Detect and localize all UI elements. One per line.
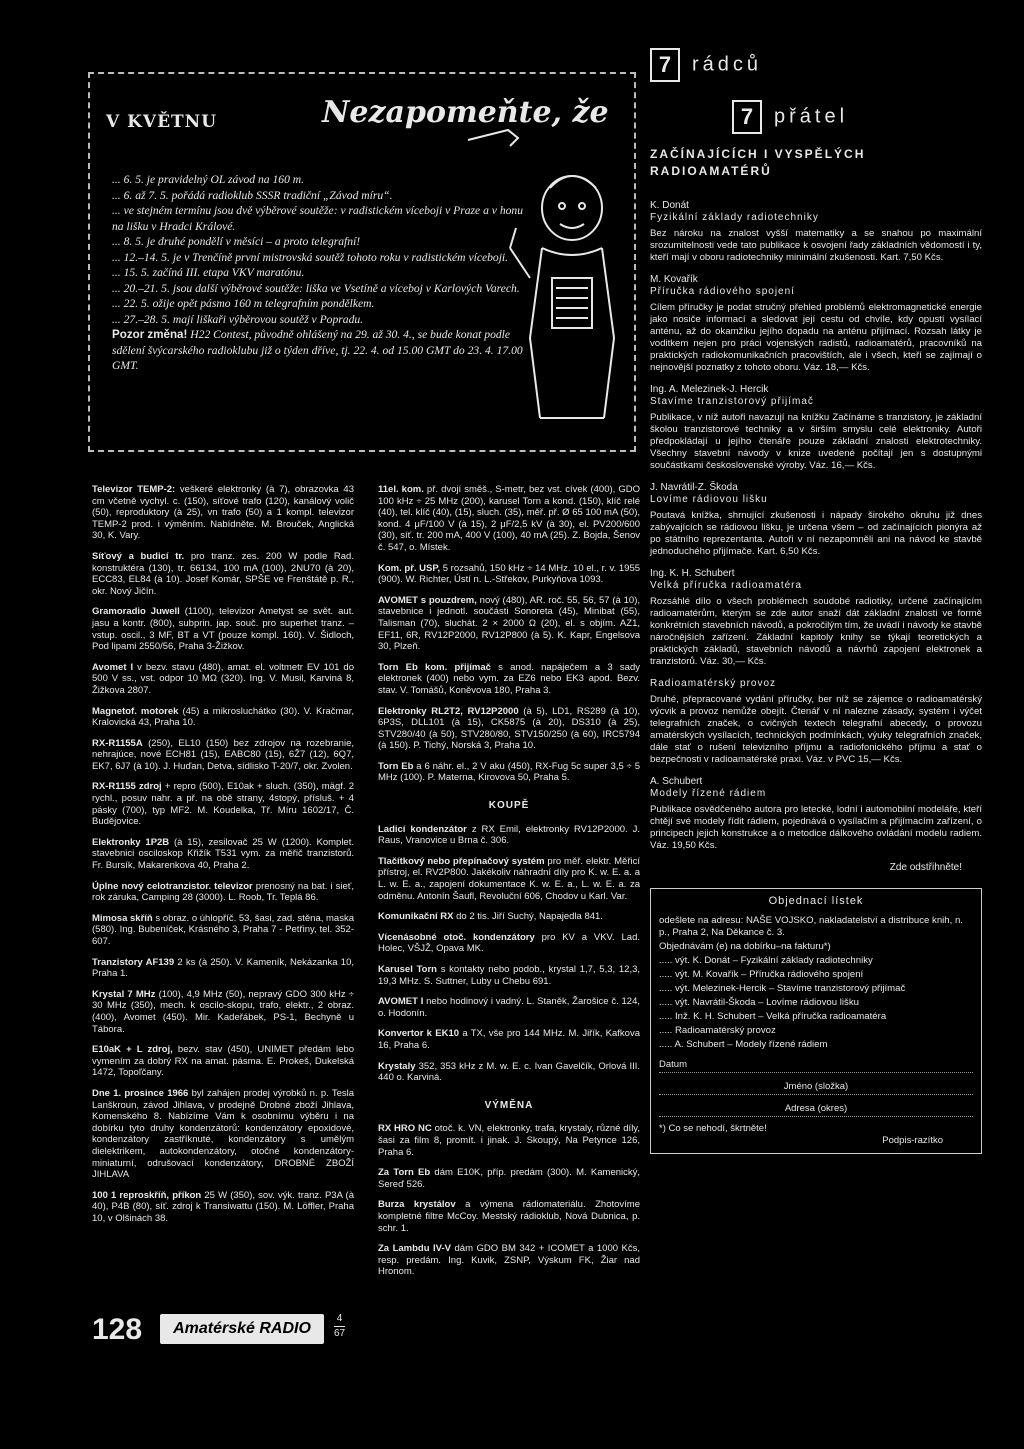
signature-field[interactable]: Podpis-razítko: [882, 1135, 943, 1146]
classified-ad: [378, 706, 640, 752]
book-price: Váz. v PVC 15,— Kčs.: [806, 754, 903, 765]
book-description: Poutavá knížka, shrnující zkušenosti i nápady širokého okruhu již dnes zabývajících se rádiovou lišku, je určena všem – od začínajících pionýra až po státního reprezentanta. Autoři v ní nezapomněli ani na návod ke stavbě jednoduchého přijímače. Kart. 6,50 Kčs.: [650, 510, 982, 557]
ad-headline: Elektronky RL2T2, RV12P2000: [378, 705, 519, 717]
classified-ad: [378, 595, 640, 653]
ad-headline: RX-R1155 zdroj: [92, 781, 162, 793]
book-title: Velká příručka radioamatéra: [650, 580, 803, 591]
order-address: odešlete na adresu: NAŠE VOJSKO, nakladatelství a distribuce knih, n. p., Praha 2, Na Děkance č. 3.: [659, 915, 963, 938]
ad-text: dám GDO BM 342 + ICOMET a 1000 Kčs, resp. predám. Ing. Kuvik, ZSNP, Výskum FK, Žiar nad Hronom.: [378, 1243, 640, 1278]
classified-ad: [378, 932, 640, 955]
classified-ad: [378, 1243, 640, 1278]
order-row[interactable]: ..... výt. K. Donát – Fyzikální základy radiotechniky: [659, 955, 873, 966]
classified-ad: [92, 606, 354, 652]
kveten-item: ... 27.–28. 5. mají liškaři výběrovou soutěž v Popradu.: [112, 312, 532, 328]
kveten-item: ... 20.–21. 5. jsou další výběrové soutěže: liška ve Vsetíně a víceboj v Karlových Varech.: [112, 281, 532, 297]
ad-text: bezv. stav (450), UNIMET předám lebo vymením za dobrý RX na amat. pásma. E. Prokeš, Dukelská 1472, Topoľčany.: [92, 1044, 354, 1079]
ad-headline: Za Torn Eb: [378, 1167, 431, 1179]
ad-headline: Burza krystálov: [378, 1199, 456, 1211]
ad-headline: Magnetof. motorek: [92, 705, 179, 717]
ad-headline: RX-R1155A: [92, 737, 143, 749]
classified-ad: [378, 996, 640, 1019]
ad-text: a výmena rádiomateriálu. Zhotovíme kompletné filtre McCoy. Mestský rádioklub, Nová Dubnica, p. schr. 1.: [378, 1199, 640, 1234]
ad-headline: Dne 1. prosince 1966: [92, 1087, 189, 1099]
ad-text: v bezv. stavu (480), amat. el. voltmetr EV 101 do 500 V ss., vst. odpor 10 MΩ (320). Ing. V. Musil, Karviná 8, Žižkova 2807.: [92, 661, 354, 696]
header-num-box: 7: [650, 48, 680, 82]
magazine-logo: Amatérské RADIO: [160, 1314, 324, 1344]
ad-text: a TX, vše pro 144 MHz. M. Jiřík, Kafkova 16, Praha 6.: [378, 1028, 640, 1051]
ad-text: př. dvojí směš., S-metr, bez vst. cívek (400), GDO 100 kHz ÷ 25 MHz (200), karusel Torn a kond. (150), klíč relé (40), tel. klíč (40), (15), sluch. (35), měř. př. Ø 65 100 mA (50), kond. 4 μF/100 V (à 15), 2 μF/2,5 kV (à 30), el. PV200/600 (30), síť. tr. 200 mA, 400 V (100), 40 mA (25). Z. Bojda, Šenov č. 547, o. Místek.: [378, 484, 640, 553]
book-author: J. Navrátil-Z. Škoda: [650, 482, 738, 493]
book-item: [650, 274, 982, 374]
kveten-item: ... 12.–14. 5. je v Trenčíně první mistrovská soutěž tohoto roku v radistickém víceboji.: [112, 250, 532, 266]
order-form[interactable]: [650, 888, 982, 1154]
pozor-text: H22 Contest, původně ohlášený na 29. až 30. 4., se bude konat podle sdělení švýcarského radioklubu již o týden dříve, tj. 22. 4. od 15.00 GMT do 23. 4. 17.00 GMT.: [112, 328, 523, 372]
book-item: [650, 482, 982, 558]
ad-text: (45) a mikrosluchátko (30). V. Kračmar, Kralovická 43, Praha 10.: [92, 705, 354, 729]
ad-text: s obraz. o úhlopříč. 53, šasi, zad. stěna, maska (580). Ing. Bubeníček, Krásného 3, Praha 7 - Petřiny, tel. 352-607.: [92, 912, 355, 947]
kveten-list: [112, 172, 532, 374]
ad-text: s kontakty nebo podob., krystal 1,7, 5,3, 12,3, 19,3 MHz. S. Suttner, Luby u Chebu 691.: [378, 964, 641, 987]
ad-headline: Ladicí kondenzátor: [378, 823, 467, 835]
ad-text: s anod. napáječem a 3 sady elektronek (400) nebo vym. za EZ6 nebo EK3 apod. Bezv. stav. V. Tomášů, Koněvova 180, Praha 3.: [378, 661, 640, 696]
ad-text: do 2 tis. Jiří Suchý, Napajedla 841.: [453, 911, 603, 923]
book-price: Kart. 6,50 Kčs.: [757, 546, 821, 557]
classified-ad: [378, 484, 640, 554]
book-title: Radioamatérský provoz: [650, 678, 777, 689]
order-form-title: Objednací lístek: [768, 895, 864, 907]
ad-text: nový (480), AR. roč. 55, 56, 57 (à 10), stavebnice i jednotl. součásti Sonoreta (45), Minibat (55), Talisman (70), sluchát. 2 × 2000 Ω (20), el. s objím. AZ1, EF11, 6R, RV12P2000, RV12P800 (à 5). K. Kapr, Engelsova 30, Plzeň.: [378, 594, 640, 653]
ad-headline: RX HRO NC: [378, 1123, 432, 1135]
book-description: Cílem příručky je podat stručný přehled problémů elektromagnetické energie jako nosiče informací a sledovat její cestu od chvíle, kdy opustí vysílací anténu, až do okamžiku jejího dopadu na anténu přijímací. Rozsah látky je voditkem nejen pro práci vojenských radistů, radioamatérů, pracovníků na praktických radiokomunikačních pracovištích, ale i všech, kteří se zajímají o nejnovější poznatky z tohoto oboru. Váz. 18,— Kčs.: [650, 302, 982, 373]
book-author: K. Donát: [650, 200, 689, 211]
classified-ad: [378, 1061, 640, 1084]
ad-text: z RX Emil, elektronky RV12P2000. J. Raus, Vranovice u Brna č. 306.: [378, 823, 640, 847]
header-word-radcu: rádců: [692, 53, 763, 76]
book-title: Fyzikální základy radiotechniky: [650, 212, 819, 223]
classified-ad: [378, 856, 640, 902]
kveten-heading: V KVĚTNU: [106, 112, 218, 132]
header-word-pratel: přátel: [774, 105, 849, 128]
classified-ad: [92, 484, 354, 542]
kveten-item: ... 8. 5. je druhé pondělí v měsíci – a proto telegrafní!: [112, 234, 532, 250]
order-row[interactable]: ..... Radioamatérský provoz: [659, 1025, 776, 1036]
ad-headline: Tlačítkový nebo přepínačový systém: [378, 855, 545, 867]
ad-text: (250), EL10 (150) bez zdrojov na rozebranie, nehrajúce, nové ECH81 (15), EABC80 (15), 6Ž7 (12), 6Q7, EK7, 6J7 (à 10). J. Huďan, Detva, sídlisko T-20/7, okr. Zvolen.: [92, 737, 354, 772]
kveten-item: ... 15. 5. začíná III. etapa VKV maratónu.: [112, 265, 532, 281]
ad-text: prenosný na bat. i sieť, rok záruka, Camping 28 (3000). L. Roob, Tr. Teplá 86.: [92, 880, 354, 904]
header-num-box: 7: [732, 100, 762, 134]
book-description: Publikace osvědčeného autora pro letecké, lodní i automobilní modeláře, kteří chtějí své modely řídit rádiem, pojednává o vysílačím a přijímacím zařízení, o principech jejich konstrukce a o metodice dálkového ovládání modelu radiem. Váz. 19,50 Kčs.: [650, 804, 982, 851]
header-row-pratel: [732, 100, 848, 134]
classified-ad: [378, 1028, 640, 1051]
nezapomente-logo: [318, 88, 609, 154]
classified-ad: [92, 989, 354, 1035]
ad-headline: Kom. př. USP,: [378, 562, 441, 574]
book-title: Stavíme tranzistorový přijímač: [650, 396, 814, 407]
ad-text: a 6 náhr. el., 2 V aku (450), RX-Fug 5c super 3,5 ÷ 5 MHz (100). P. Materna, Kirovova 50, Praha 5.: [378, 760, 640, 784]
classified-ad: [92, 662, 354, 697]
ad-text: (à 5), LD1, RS289 (à 10), 6P3S, DLL101 (à 15), CK5875 (à 20), DS310 (à 25), STV280/40 (à 50), STV280/80, STV150/250 (à 60), IRC5794 (à 150). P. Tichý, Norská 3, Praha 10.: [378, 705, 640, 752]
classified-ad: [92, 781, 354, 827]
ad-text: (à 15), zesilovač 25 W (1200). Komplet. stavebnici osciloskop Křižík T531 vym. za měřič tranzistorů. Fr. Bursík, Makarenkova 40, Praha 2.: [92, 836, 354, 872]
book-title: Lovíme rádiovou lišku: [650, 494, 768, 505]
ad-headline: Za Lambdu IV-V: [378, 1243, 451, 1255]
classified-ad: [378, 1199, 640, 1234]
address-field[interactable]: Adresa (okres): [659, 1103, 973, 1117]
book-item: [650, 678, 982, 766]
ad-headline: Televizor TEMP-2:: [92, 484, 176, 495]
ad-headline: AVOMET I: [378, 996, 424, 1008]
book-list: [650, 200, 982, 1154]
ads-column-left: [92, 484, 354, 1233]
ad-text: 352, 353 kHz z M. w. E. c. Ivan Gavelčík, Orlová III. 440 o. Karviná.: [378, 1060, 640, 1084]
book-description: Rozsáhlé dílo o všech problémech soudobé radiotiky, určené začínajícím radioamatérům, kterým se zde autor snaží dát základní znalosti ve formě konkrétních stavebních návodů, a pokročilým tím, že uvádí i návody ke stavbě náročnějších zařízení. Základní kapitoly knihy se týkají teoretických a praktických základů, stavebních návodů a návrhů zapojení elektronek a tranzistorů. Váz. 30,— Kčs.: [650, 596, 982, 667]
book-item: [650, 776, 982, 852]
ad-text: 25 W (350), sov. výk. tranz. P3A (à 40), P4B (80), síť. zdroj k Transiwattu (150). M. Löffler, Praha 10, v Olšinách 38.: [92, 1189, 354, 1224]
classified-ad: [378, 824, 640, 847]
book-description: Druhé, přepracované vydání příručky, ber níž se zájemce o radioamatérský výcvik a provoz nemůže obejít. Čtenář v ní nalezne zásady, systém i výčet telegrafních značek, o cvičných textech telegrafní abecedy, o provozu amatérských vysílacích, technických podmínkách, výuky telegrafních značek, dále stať o rušení televizního příjmu a radiofonického příjmu a stať o bezpečnosti v radioamatérské praxi. Váz. v PVC 15,— Kčs.: [650, 694, 982, 765]
classified-ad: [92, 913, 354, 948]
ad-headline: Krystaly: [378, 1060, 416, 1072]
ad-text: pro tranz. zes. 200 W podle Rad. konstruktéra (130), tr. 66134, 100 mA (100), 2NU70 (à 20), ECC83, EL84 (à 10). Josef Komár, SPŠE ve Frenštátě p. R., okr. Nový Jičín.: [92, 550, 354, 597]
ad-headline: Krystal 7 MHz: [92, 988, 156, 1000]
date-field[interactable]: Datum: [659, 1059, 973, 1073]
classified-ad: [92, 1088, 354, 1181]
classified-ad: [378, 1123, 640, 1158]
ad-headline: E10aK + L zdroj,: [92, 1044, 173, 1056]
section-vymena-title: VÝMĚNA: [484, 1099, 534, 1111]
book-price: Váz. 19,50 Kčs.: [650, 840, 718, 851]
classified-ad: [92, 551, 354, 597]
ad-text: otoč. k. VN, elektronky, trafa, krystaly, různé díly, šasi za film 8, promít. i jinak. J. Skoupý, Na Petynce 126, Praha 6.: [378, 1123, 640, 1158]
classified-ad: [92, 706, 354, 729]
classified-ad: [378, 662, 640, 697]
page-number: 128: [92, 1313, 143, 1346]
right-header: [650, 48, 980, 198]
kveten-item: ... ve stejném termínu jsou dvě výběrové soutěže: v radistickém víceboji v Praze a v honu na lišku v Hradci Králové.: [112, 203, 532, 234]
logo-text: Nezapomeňte, že: [322, 95, 609, 130]
kveten-item: ... 6. až 7. 5. pořádá radioklub SSSR tradiční „Závod míru“.: [112, 188, 532, 204]
order-fields: [659, 1059, 973, 1117]
ad-text: dám E10K, příp. predám (300). M. Kamenický, Sereď 526.: [378, 1167, 641, 1190]
ad-text: 5 rozsahů, 150 kHz ÷ 14 MHz. 10 el., r. v. 1955 (900). W. Richter, Ústí n. L.-Střekov, Purkyňova 1093.: [378, 562, 641, 586]
section-koupe-title: KOUPĚ: [488, 800, 530, 812]
ad-text: nebo hodinový i vadný. L. Staněk, Žarošice č. 124, o. Hodonín.: [378, 996, 641, 1019]
ad-text: byl zahájen prodej výrobků n. p. Tesla Lanškroun, závod Jihlava, v prodejně Drobné zboží Jihlava, Komenského 8. Nabízíme Vám k osobnímu výběru i na dobírku tyto druhy kondenzátorů: kondenzátory epoxidové, kondenzátory zastříknuté, kondenzátory s umělým dielektrikem, autokondenzátory, otočné kondenzátory-miniaturní, odrušovací kondenzátory, DROBNÉ ZBOŽÍ JIHLAVA: [92, 1087, 354, 1181]
book-description: Bez nároku na znalost vyšší matematiky a se snahou po maximální srozumitelnosti vede tato publikace k osvojení řady základních vědomostí i ty, kteří mají v oboru radiotechniky minimální zkušenosti. Kart. 7,50 Kčs.: [650, 228, 982, 263]
radio-operator-illustration: [500, 168, 635, 438]
ad-headline: Síťový a budicí tr.: [92, 550, 185, 562]
order-instruction: Objednávám (e) na dobírku–na fakturu*): [659, 941, 831, 952]
issue-bottom: 67: [334, 1328, 346, 1339]
order-row[interactable]: ..... Inž. K. H. Schubert – Velká příručka radioamatéra: [659, 1011, 887, 1022]
ad-text: (100), 4,9 MHz (50), nepravý GDO 300 kHz ÷ 30 MHz (350), mech. k oscilo-skopu, trafo, elektr., 2 obraz. (400), Avomet (450). Mir. Kadeřábek, PS-1, Bechyně u Tábora.: [92, 988, 354, 1035]
ad-headline: Komunikační RX: [378, 911, 454, 923]
classified-ad: [378, 563, 640, 586]
ad-headline: Torn Eb: [378, 760, 414, 772]
ad-text: pro měř. elektr. Měřicí přístroj, el. RV2P800. Jakékoliv náhradní díly pro K. w. E. a. a L. w. E. a., zapojení dokumentace K. w. E. a., L. w. E. a. za odměnu. Antonín Šaufl, Revoluční 606, Chodov u Karl. Var.: [378, 855, 640, 902]
classified-ad: [92, 837, 354, 872]
book-title: Modely řízené rádiem: [650, 788, 767, 799]
classified-ad: [378, 1167, 640, 1190]
kveten-item: ... 22. 5. ožije opět pásmo 160 m telegrafním pondělkem.: [112, 296, 532, 312]
classified-ad: [92, 957, 354, 980]
ad-headline: Konvertor k EK10: [378, 1028, 460, 1040]
ads-column-middle: [378, 484, 640, 1287]
classified-ad: [92, 738, 354, 773]
ad-headline: 11el. kom.: [378, 484, 424, 495]
book-title: Příručka rádiového spojení: [650, 286, 795, 297]
classified-ad: [378, 964, 640, 987]
book-author: Ing. A. Melezinek-J. Hercik: [650, 384, 769, 395]
book-price: Váz. 30,— Kčs.: [700, 656, 767, 667]
classified-ad: [92, 1044, 354, 1079]
order-row[interactable]: ..... výt. Navrátil-Škoda – Lovíme rádiovou lišku: [659, 997, 859, 1008]
order-row[interactable]: ..... výt. Melezinek-Hercik – Stavíme tranzistorový přijímač: [659, 983, 906, 994]
ad-headline: Torn Eb kom. přijímač: [378, 661, 491, 673]
classified-ad: [92, 1190, 354, 1225]
pozor-zmena: [112, 327, 532, 374]
book-price: Kart. 7,50 Kčs.: [880, 252, 944, 263]
ad-headline: AVOMET s pouzdrem,: [378, 594, 477, 606]
ad-headline: Avomet I: [92, 661, 134, 673]
ad-headline: Elektronky 1P2B: [92, 836, 170, 848]
ad-headline: Vícenásobné otoč. kondenzátory: [378, 931, 535, 943]
ad-headline: Mimosa skříň: [92, 912, 153, 924]
name-field[interactable]: Jméno (složka): [659, 1081, 973, 1095]
book-price: Váz. 16,— Kčs.: [809, 460, 876, 471]
kveten-item: ... 6. 5. je pravidelný OL závod na 160 m.: [112, 172, 532, 188]
ad-headline: 100 1 reproskříň, příkon: [92, 1189, 202, 1201]
ad-headline: Tranzistory AF139: [92, 956, 175, 968]
ad-headline: Karusel Torn: [378, 964, 437, 975]
book-item: [650, 200, 982, 264]
classified-ad: [378, 761, 640, 784]
issue-number: [334, 1312, 345, 1341]
book-author: A. Schubert: [650, 776, 703, 787]
classified-ad: [378, 911, 640, 923]
ad-text: veškeré elektronky (à 7), obrazovka 43 cm včetně vychyl. c. (150), síťové trafo (120), kanálový volič (50), reproduktory (à 25), vn trafo (50) a 1 kompl. televizor TEMP-2 prod. i výměním. Nabídněte. M. Brouček, Anglická 30, K. Vary.: [92, 484, 354, 542]
book-author: Ing. K. H. Schubert: [650, 568, 735, 579]
book-author: M. Kovařík: [650, 274, 698, 285]
book-item: [650, 568, 982, 668]
ad-text: 2 ks (à 250). V. Kameník, Nekázanka 10, Praha 1.: [92, 956, 355, 980]
ad-text: (1100), televizor Ametyst se svět. aut. jasu a kontr. (800), subprin. jap. souč. pro superhet tranz. – vstup. oscil., 3 MF, BT a VT (pouze kompl. 160). V. Šidloch, Pod lipami 2550/56, Praha 3-Žižkov.: [92, 606, 354, 653]
ad-text: pro KV a VKV. Lad. Holec, VŠJŽ, Opava MK.: [378, 931, 640, 955]
book-item: [650, 384, 982, 472]
issue-top: 4: [336, 1313, 343, 1324]
header-subtitle: ZAČÍNAJÍCÍCH I VYSPĚLÝCH RADIOAMATÉRŮ: [650, 147, 866, 178]
order-row[interactable]: ..... výt. M. Kovařík – Příručka rádiového spojení: [659, 969, 864, 980]
classified-ad: [92, 881, 354, 904]
cut-here-label: Zde odstřihněte!: [889, 862, 962, 873]
book-price: Váz. 18,— Kčs.: [803, 362, 870, 373]
ad-headline: Úplne nový celotranzistor. televizor: [92, 880, 253, 892]
ad-text: + repro (500), E10ak + sluch. (350), mägf. 2 rychl., posuv nahr. a př. na obě strany, 4stopý, přísluš. + 4 pásky (700), typ MF2. M. Koudelka, Tř. Míru 1602/17, Č. Budějovice.: [92, 781, 354, 828]
pozor-label: Pozor změna!: [112, 328, 188, 341]
book-description: Publikace, v níž autoři navazují na knížku Začínáme s tranzistory, je základní školou tranzistorové techniky a v širším smyslu celé elektroniky. Autoři předpokládají u jejího čtenáře pouze základní znalosti elektrotechniky. Všechny stavební návody v knize uvedené počítají jen s dostupnými součástkami československé výroby. Váz. 16,— Kčs.: [650, 412, 982, 471]
ad-headline: Gramoradio Juwell: [92, 606, 180, 618]
order-row[interactable]: ..... A. Schubert – Modely řízené rádiem: [659, 1039, 828, 1050]
header-row-radcu: [650, 48, 762, 82]
order-footnote: *) Co se nehodí, škrtněte!: [659, 1123, 767, 1134]
